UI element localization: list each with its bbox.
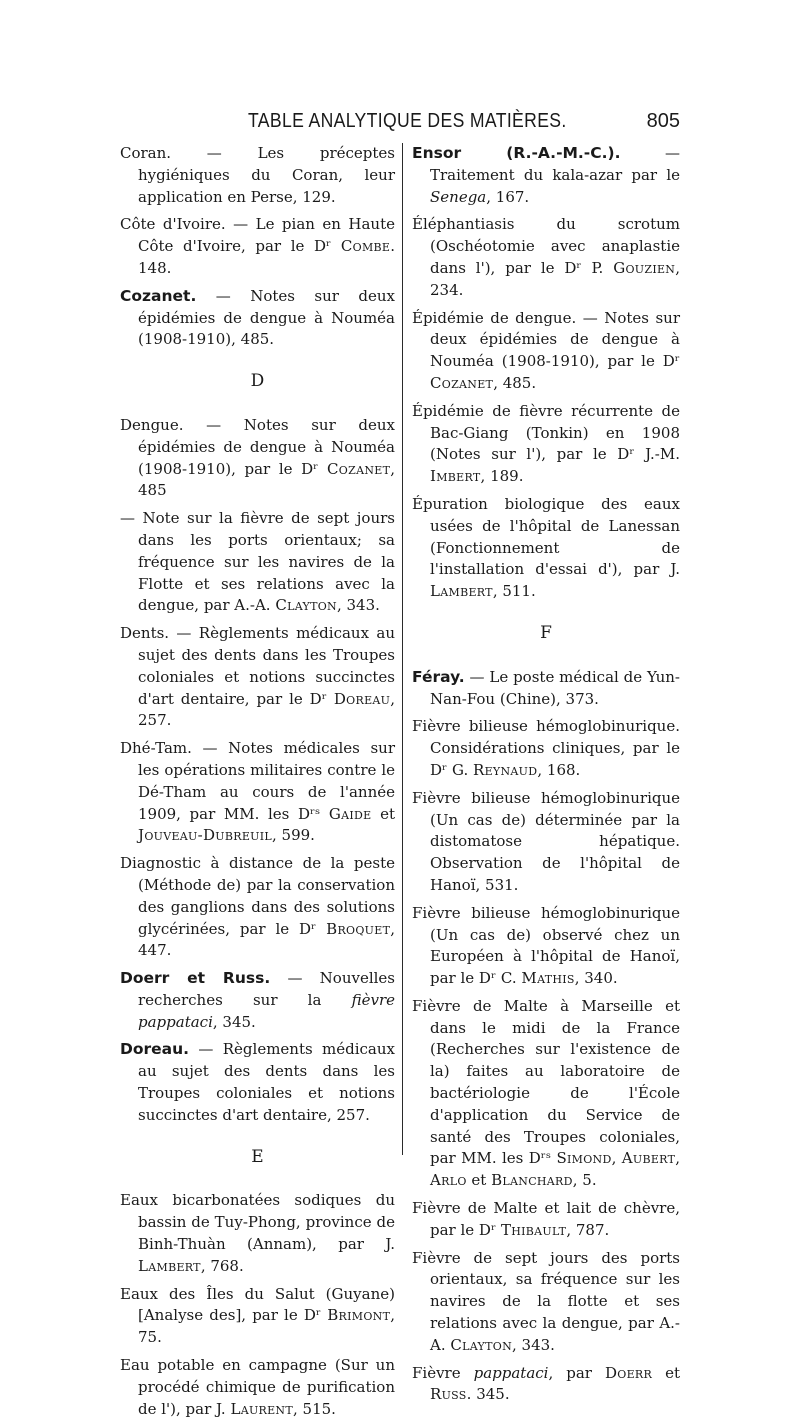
author-name: Blanchard: [491, 1171, 573, 1190]
index-entry-doerr: Doerr et Russ. — Nouvelles recherches sur la fièvre pappataci, 345.: [120, 969, 395, 1031]
page-title: TABLE ANALYTIQUE DES MATIÈRES.: [248, 110, 567, 132]
index-entry-dents: Dents. — Règlements médicaux au sujet des dents dans les Troupes coloniales et notions succinctes d'art dentaire, par le Dʳ Doreau, 257.: [120, 624, 395, 730]
index-entry-dengue: Dengue. — Notes sur deux épidémies de dengue à Nouméa (1908-1910), par le Dʳ Cozanet, 485: [120, 415, 395, 500]
index-entry-ensor: Ensor (R.-A.-M.-C.). — Traitement du kala-azar par le Senega, 167.: [412, 144, 680, 206]
italic-term: Senega: [430, 187, 487, 206]
author-name: Doreau: [333, 689, 391, 708]
running-header: [120, 108, 680, 138]
index-entry-doreau: Doreau. — Règlements médicaux au sujet des dents dans les Troupes coloniales et notions succinctes d'art dentaire, 257.: [120, 1040, 395, 1124]
section-letter-f: F: [540, 622, 552, 643]
author-headword: Doerr et Russ.: [120, 969, 271, 988]
author-name: Lambert: [430, 582, 493, 601]
index-entry-epidemie-dengue: Épidémie de dengue. — Notes sur deux épidémies de dengue à Nouméa (1908-1910), par le Dʳ Cozanet, 485.: [412, 308, 680, 392]
index-entry-eaux-iles-salut: Eaux des Îles du Salut (Guyane) [Analyse des], par le Dʳ Brimont, 75.: [120, 1284, 395, 1347]
section-letter-e: E: [251, 1146, 264, 1167]
author-name: Clayton: [450, 1335, 512, 1354]
right-column: [412, 143, 680, 1412]
index-entry-epuration: Épuration biologique des eaux usées de l'hôpital de Lanessan (Fonctionnement de l'installation d'essai d'), par J. Lambert, 511.: [412, 494, 680, 601]
author-name: Cozanet: [430, 373, 494, 392]
page-number: 805: [646, 110, 680, 132]
author-name: Laurent: [230, 1399, 293, 1418]
author-headword: Féray.: [412, 667, 465, 686]
index-entry-coran: Coran. — Les préceptes hygiéniques du Coran, leur application en Perse, 129.: [120, 144, 395, 206]
author-name: Clayton: [275, 596, 337, 615]
author-name: Combe: [340, 237, 391, 256]
index-entry-eaux-bicarbonatees: Eaux bicarbonatées sodiques du bassin de Tuy-Phong, province de Binh-Thuàn (Annam), par J. Lambert, 768.: [120, 1191, 395, 1275]
author-name: Thibault: [500, 1220, 567, 1239]
author-name: Reynaud: [473, 760, 538, 779]
index-entry-cote-ivoire: Côte d'Ivoire. — Le pian en Haute Côte d'Ivoire, par le Dʳ Combe. 148.: [120, 215, 395, 277]
author-name: Gouzien: [613, 258, 676, 277]
author-name: Brimont: [327, 1306, 391, 1325]
author-name: Gaide: [328, 804, 372, 823]
index-entry-fievre-malte-marseille: Fièvre de Malte à Marseille et dans le midi de la France (Recherches sur l'existence de la) faites au laboratoire de bactériologie de l'École d'application du Service de santé des Troupes coloniales, par MM. les Dʳˢ Simond, Aubert, Arlo et Blanchard, 5.: [412, 996, 680, 1190]
column-divider: [402, 143, 403, 1155]
index-entry-fievre-sept-jours: Fièvre de sept jours des ports orientaux, sa fréquence sur les navires de la flotte et ses relations avec la dengue, par A.-A. Clayton, 343.: [412, 1248, 680, 1354]
index-entry-fievre-bilieuse-3: Fièvre bilieuse hémoglobinurique (Un cas de) observé chez un Européen à l'hôpital de Hanoï, par le Dʳ C. Mathis, 340.: [412, 903, 680, 988]
author-name: Doerr: [604, 1363, 653, 1382]
index-entry-diagnostic: Diagnostic à distance de la peste (Méthode de) par la conservation des ganglions dans des solutions glycérinées, par le Dʳ Broquet, 447.: [120, 854, 395, 960]
index-entry-dhe-tam: Dhé-Tam. — Notes médicales sur les opérations militaires contre le Dé-Tham au cours de l'année 1909, par MM. les Dʳˢ Gaide et Jouveau-Dubreuil, 599.: [120, 739, 395, 845]
index-entry-elephantiasis: Éléphantiasis du scrotum (Oschéotomie avec anaplastie dans l'), par le Dʳ P. Gouzien, 234.: [412, 215, 680, 299]
author-headword: Cozanet.: [120, 286, 197, 305]
author-name: Jouveau-Dubreuil: [138, 826, 272, 845]
author-name: Mathis: [521, 969, 575, 988]
italic-term: pappataci: [473, 1363, 549, 1382]
author-name: Lambert: [138, 1256, 201, 1275]
index-entry-fievre-bilieuse-2: Fièvre bilieuse hémoglobinurique (Un cas de) déterminée par la distomatose hépatique. Observation de l'hôpital de Hanoï, 531.: [412, 788, 680, 894]
author-name: Imbert: [430, 467, 481, 486]
section-letter-d: D: [250, 371, 265, 392]
index-entry-fievre-malte-lait: Fièvre de Malte et lait de chèvre, par le Dʳ Thibault, 787.: [412, 1199, 680, 1239]
index-entry-fievre-bilieuse-1: Fièvre bilieuse hémoglobinurique. Considérations cliniques, par le Dʳ G. Reynaud, 168.: [412, 717, 680, 779]
index-entry-fievre-pappataci: Fièvre pappataci, par Doerr et Russ. 345.: [412, 1363, 680, 1404]
author-name: Russ: [430, 1385, 467, 1404]
left-column: [120, 143, 395, 1426]
author-headword: Ensor (R.-A.-M.-C.).: [412, 144, 621, 162]
author-name: Simond: [556, 1149, 612, 1168]
index-entry-cozanet: Cozanet. — Notes sur deux épidémies de dengue à Nouméa (1908-1910), 485.: [120, 286, 395, 349]
index-entry-feray: Féray. — Le poste médical de Yun-Nan-Fou (Chine), 373.: [412, 667, 680, 708]
index-entry-epidemie-fievre: Épidémie de fièvre récurrente de Bac-Giang (Tonkin) en 1908 (Notes sur l'), par le Dʳ J.-M. Imbert, 189.: [412, 401, 680, 486]
author-name: Aubert: [621, 1149, 676, 1168]
italic-term: fièvre pappataci: [138, 990, 395, 1031]
index-entry-fievre-sept-jours: — Note sur la fièvre de sept jours dans les ports orientaux; sa fréquence sur les navires de la Flotte et ses relations avec la dengue, par A.-A. Clayton, 343.: [120, 509, 395, 615]
author-name: Arlo: [430, 1171, 467, 1190]
index-entry-eau-potable: Eau potable en campagne (Sur un procédé chimique de purification de l'), par J. Laurent, 515.: [120, 1356, 395, 1418]
author-headword: Doreau.: [120, 1040, 190, 1059]
author-name: Broquet: [326, 919, 391, 938]
author-name: Cozanet: [327, 459, 391, 478]
